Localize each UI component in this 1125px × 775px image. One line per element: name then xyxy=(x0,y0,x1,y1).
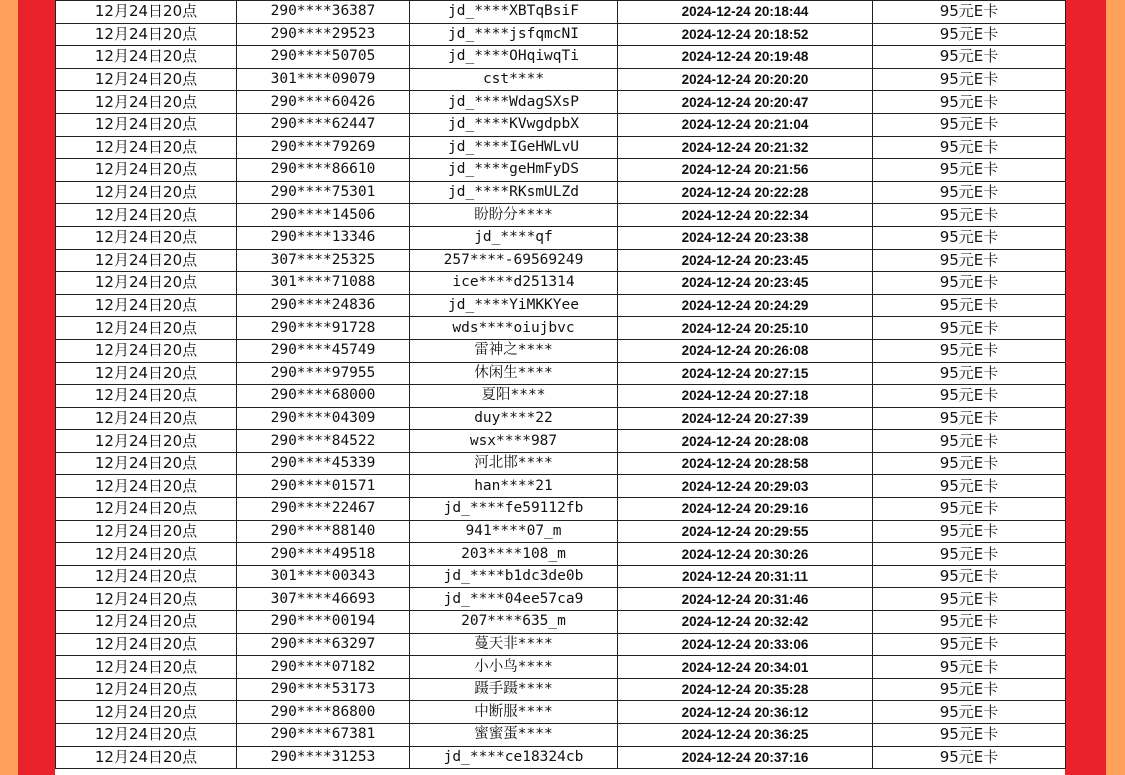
prize-cell: 95元E卡 xyxy=(873,543,1066,566)
nickname-cell: cst**** xyxy=(410,68,618,91)
prize-cell: 95元E卡 xyxy=(873,204,1066,227)
table-row xyxy=(56,633,1066,656)
time-cell: 2024-12-24 20:23:38 xyxy=(618,226,873,249)
prize-cell: 95元E卡 xyxy=(873,701,1066,724)
table-row xyxy=(56,159,1066,182)
nickname-cell: jd_****KVwgdpbX xyxy=(410,113,618,136)
table-row xyxy=(56,317,1066,340)
user-id-cell: 290****36387 xyxy=(237,1,410,24)
time-cell: 2024-12-24 20:27:18 xyxy=(618,385,873,408)
time-cell: 2024-12-24 20:23:45 xyxy=(618,272,873,295)
time-cell: 2024-12-24 20:31:11 xyxy=(618,565,873,588)
session-cell: 12月24日20点 xyxy=(56,543,237,566)
table-row xyxy=(56,520,1066,543)
nickname-cell: 盼盼分**** xyxy=(410,204,618,227)
user-id-cell: 290****29523 xyxy=(237,23,410,46)
table-row xyxy=(56,23,1066,46)
nickname-cell: 休闲生**** xyxy=(410,362,618,385)
time-cell: 2024-12-24 20:21:32 xyxy=(618,136,873,159)
user-id-cell: 307****25325 xyxy=(237,249,410,272)
time-cell: 2024-12-24 20:29:55 xyxy=(618,520,873,543)
session-cell: 12月24日20点 xyxy=(56,498,237,521)
time-cell: 2024-12-24 20:28:58 xyxy=(618,452,873,475)
prize-cell: 95元E卡 xyxy=(873,317,1066,340)
time-cell: 2024-12-24 20:21:04 xyxy=(618,113,873,136)
table-row xyxy=(56,1,1066,24)
prize-cell: 95元E卡 xyxy=(873,452,1066,475)
nickname-cell: 河北邯**** xyxy=(410,452,618,475)
user-id-cell: 290****75301 xyxy=(237,181,410,204)
session-cell: 12月24日20点 xyxy=(56,1,237,24)
session-cell: 12月24日20点 xyxy=(56,226,237,249)
prize-cell: 95元E卡 xyxy=(873,1,1066,24)
table-row xyxy=(56,430,1066,453)
session-cell: 12月24日20点 xyxy=(56,701,237,724)
prize-cell: 95元E卡 xyxy=(873,656,1066,679)
prize-cell: 95元E卡 xyxy=(873,385,1066,408)
table-row xyxy=(56,91,1066,114)
prize-cell: 95元E卡 xyxy=(873,362,1066,385)
prize-cell: 95元E卡 xyxy=(873,226,1066,249)
time-cell: 2024-12-24 20:36:25 xyxy=(618,724,873,747)
nickname-cell: jd_****b1dc3de0b xyxy=(410,565,618,588)
prize-cell: 95元E卡 xyxy=(873,23,1066,46)
prize-cell: 95元E卡 xyxy=(873,746,1066,769)
nickname-cell: 夏阳**** xyxy=(410,385,618,408)
session-cell: 12月24日20点 xyxy=(56,633,237,656)
prize-cell: 95元E卡 xyxy=(873,294,1066,317)
user-id-cell: 301****09079 xyxy=(237,68,410,91)
prize-cell: 95元E卡 xyxy=(873,724,1066,747)
nickname-cell: 蜜蜜蛋**** xyxy=(410,724,618,747)
session-cell: 12月24日20点 xyxy=(56,136,237,159)
user-id-cell: 290****88140 xyxy=(237,520,410,543)
table-row xyxy=(56,407,1066,430)
table-row xyxy=(56,68,1066,91)
nickname-cell: jd_****jsfqmcNI xyxy=(410,23,618,46)
user-id-cell: 290****07182 xyxy=(237,656,410,679)
prize-cell: 95元E卡 xyxy=(873,588,1066,611)
table-row xyxy=(56,226,1066,249)
table-row xyxy=(56,475,1066,498)
time-cell: 2024-12-24 20:28:08 xyxy=(618,430,873,453)
time-cell: 2024-12-24 20:31:46 xyxy=(618,588,873,611)
time-cell: 2024-12-24 20:20:20 xyxy=(618,68,873,91)
prize-cell: 95元E卡 xyxy=(873,68,1066,91)
nickname-cell: jd_****ce18324cb xyxy=(410,746,618,769)
table-row xyxy=(56,611,1066,634)
nickname-cell: duy****22 xyxy=(410,407,618,430)
table-row xyxy=(56,294,1066,317)
session-cell: 12月24日20点 xyxy=(56,678,237,701)
session-cell: 12月24日20点 xyxy=(56,113,237,136)
nickname-cell: wds****oiujbvc xyxy=(410,317,618,340)
time-cell: 2024-12-24 20:35:28 xyxy=(618,678,873,701)
time-cell: 2024-12-24 20:20:47 xyxy=(618,91,873,114)
time-cell: 2024-12-24 20:25:10 xyxy=(618,317,873,340)
nickname-cell: 雷神之**** xyxy=(410,339,618,362)
user-id-cell: 290****68000 xyxy=(237,385,410,408)
table-row xyxy=(56,249,1066,272)
table-row xyxy=(56,46,1066,69)
time-cell: 2024-12-24 20:30:26 xyxy=(618,543,873,566)
nickname-cell: jd_****OHqiwqTi xyxy=(410,46,618,69)
session-cell: 12月24日20点 xyxy=(56,159,237,182)
nickname-cell: 中断服**** xyxy=(410,701,618,724)
session-cell: 12月24日20点 xyxy=(56,23,237,46)
prize-cell: 95元E卡 xyxy=(873,430,1066,453)
session-cell: 12月24日20点 xyxy=(56,317,237,340)
time-cell: 2024-12-24 20:22:34 xyxy=(618,204,873,227)
table-row xyxy=(56,543,1066,566)
user-id-cell: 301****00343 xyxy=(237,565,410,588)
time-cell: 2024-12-24 20:26:08 xyxy=(618,339,873,362)
user-id-cell: 290****14506 xyxy=(237,204,410,227)
prize-cell: 95元E卡 xyxy=(873,678,1066,701)
nickname-cell: 小小鸟**** xyxy=(410,656,618,679)
user-id-cell: 290****00194 xyxy=(237,611,410,634)
prize-cell: 95元E卡 xyxy=(873,159,1066,182)
table-row xyxy=(56,498,1066,521)
nickname-cell: jd_****geHmFyDS xyxy=(410,159,618,182)
user-id-cell: 290****01571 xyxy=(237,475,410,498)
winners-sheet xyxy=(55,0,1065,775)
time-cell: 2024-12-24 20:36:12 xyxy=(618,701,873,724)
session-cell: 12月24日20点 xyxy=(56,724,237,747)
time-cell: 2024-12-24 20:33:06 xyxy=(618,633,873,656)
session-cell: 12月24日20点 xyxy=(56,249,237,272)
session-cell: 12月24日20点 xyxy=(56,430,237,453)
prize-cell: 95元E卡 xyxy=(873,136,1066,159)
nickname-cell: 257****-69569249 xyxy=(410,249,618,272)
time-cell: 2024-12-24 20:34:01 xyxy=(618,656,873,679)
session-cell: 12月24日20点 xyxy=(56,588,237,611)
session-cell: 12月24日20点 xyxy=(56,91,237,114)
session-cell: 12月24日20点 xyxy=(56,520,237,543)
session-cell: 12月24日20点 xyxy=(56,475,237,498)
time-cell: 2024-12-24 20:27:15 xyxy=(618,362,873,385)
prize-cell: 95元E卡 xyxy=(873,272,1066,295)
user-id-cell: 290****60426 xyxy=(237,91,410,114)
prize-cell: 95元E卡 xyxy=(873,633,1066,656)
table-row xyxy=(56,204,1066,227)
prize-cell: 95元E卡 xyxy=(873,565,1066,588)
prize-cell: 95元E卡 xyxy=(873,46,1066,69)
user-id-cell: 290****67381 xyxy=(237,724,410,747)
session-cell: 12月24日20点 xyxy=(56,565,237,588)
user-id-cell: 290****24836 xyxy=(237,294,410,317)
time-cell: 2024-12-24 20:19:48 xyxy=(618,46,873,69)
table-row xyxy=(56,385,1066,408)
table-row xyxy=(56,272,1066,295)
table-row xyxy=(56,362,1066,385)
user-id-cell: 290****62447 xyxy=(237,113,410,136)
nickname-cell: jd_****XBTqBsiF xyxy=(410,1,618,24)
nickname-cell: ice****d251314 xyxy=(410,272,618,295)
session-cell: 12月24日20点 xyxy=(56,204,237,227)
time-cell: 2024-12-24 20:29:03 xyxy=(618,475,873,498)
time-cell: 2024-12-24 20:18:44 xyxy=(618,1,873,24)
session-cell: 12月24日20点 xyxy=(56,385,237,408)
session-cell: 12月24日20点 xyxy=(56,452,237,475)
session-cell: 12月24日20点 xyxy=(56,181,237,204)
prize-cell: 95元E卡 xyxy=(873,113,1066,136)
table-row xyxy=(56,339,1066,362)
user-id-cell: 290****97955 xyxy=(237,362,410,385)
session-cell: 12月24日20点 xyxy=(56,68,237,91)
session-cell: 12月24日20点 xyxy=(56,339,237,362)
table-row xyxy=(56,181,1066,204)
table-row xyxy=(56,746,1066,769)
nickname-cell: jd_****YiMKKYee xyxy=(410,294,618,317)
nickname-cell: jd_****WdagSXsP xyxy=(410,91,618,114)
time-cell: 2024-12-24 20:27:39 xyxy=(618,407,873,430)
session-cell: 12月24日20点 xyxy=(56,656,237,679)
prize-cell: 95元E卡 xyxy=(873,181,1066,204)
user-id-cell: 290****31253 xyxy=(237,746,410,769)
nickname-cell: 207****635_m xyxy=(410,611,618,634)
user-id-cell: 290****63297 xyxy=(237,633,410,656)
prize-cell: 95元E卡 xyxy=(873,520,1066,543)
prize-cell: 95元E卡 xyxy=(873,91,1066,114)
user-id-cell: 290****79269 xyxy=(237,136,410,159)
nickname-cell: han****21 xyxy=(410,475,618,498)
nickname-cell: jd_****RKsmULZd xyxy=(410,181,618,204)
table-row xyxy=(56,113,1066,136)
user-id-cell: 290****49518 xyxy=(237,543,410,566)
table-row xyxy=(56,136,1066,159)
session-cell: 12月24日20点 xyxy=(56,294,237,317)
winners-table xyxy=(55,0,1066,769)
time-cell: 2024-12-24 20:24:29 xyxy=(618,294,873,317)
prize-cell: 95元E卡 xyxy=(873,249,1066,272)
time-cell: 2024-12-24 20:23:45 xyxy=(618,249,873,272)
prize-cell: 95元E卡 xyxy=(873,407,1066,430)
user-id-cell: 290****91728 xyxy=(237,317,410,340)
table-row xyxy=(56,678,1066,701)
nickname-cell: jd_****04ee57ca9 xyxy=(410,588,618,611)
nickname-cell: 蔓天非**** xyxy=(410,633,618,656)
time-cell: 2024-12-24 20:21:56 xyxy=(618,159,873,182)
session-cell: 12月24日20点 xyxy=(56,611,237,634)
nickname-cell: jd_****IGeHWLvU xyxy=(410,136,618,159)
table-row xyxy=(56,701,1066,724)
session-cell: 12月24日20点 xyxy=(56,46,237,69)
time-cell: 2024-12-24 20:32:42 xyxy=(618,611,873,634)
user-id-cell: 290****45339 xyxy=(237,452,410,475)
time-cell: 2024-12-24 20:22:28 xyxy=(618,181,873,204)
prize-cell: 95元E卡 xyxy=(873,611,1066,634)
time-cell: 2024-12-24 20:29:16 xyxy=(618,498,873,521)
prize-cell: 95元E卡 xyxy=(873,475,1066,498)
session-cell: 12月24日20点 xyxy=(56,746,237,769)
table-row xyxy=(56,565,1066,588)
session-cell: 12月24日20点 xyxy=(56,407,237,430)
prize-cell: 95元E卡 xyxy=(873,498,1066,521)
user-id-cell: 290****86800 xyxy=(237,701,410,724)
table-row xyxy=(56,656,1066,679)
user-id-cell: 290****04309 xyxy=(237,407,410,430)
session-cell: 12月24日20点 xyxy=(56,362,237,385)
user-id-cell: 290****50705 xyxy=(237,46,410,69)
user-id-cell: 290****45749 xyxy=(237,339,410,362)
nickname-cell: jd_****fe59112fb xyxy=(410,498,618,521)
nickname-cell: jd_****qf xyxy=(410,226,618,249)
user-id-cell: 290****13346 xyxy=(237,226,410,249)
table-row xyxy=(56,452,1066,475)
user-id-cell: 290****53173 xyxy=(237,678,410,701)
user-id-cell: 307****46693 xyxy=(237,588,410,611)
time-cell: 2024-12-24 20:18:52 xyxy=(618,23,873,46)
prize-cell: 95元E卡 xyxy=(873,339,1066,362)
user-id-cell: 290****84522 xyxy=(237,430,410,453)
user-id-cell: 290****86610 xyxy=(237,159,410,182)
user-id-cell: 290****22467 xyxy=(237,498,410,521)
nickname-cell: 蹑手蹑**** xyxy=(410,678,618,701)
session-cell: 12月24日20点 xyxy=(56,272,237,295)
table-row xyxy=(56,724,1066,747)
nickname-cell: wsx****987 xyxy=(410,430,618,453)
time-cell: 2024-12-24 20:37:16 xyxy=(618,746,873,769)
user-id-cell: 301****71088 xyxy=(237,272,410,295)
nickname-cell: 941****07_m xyxy=(410,520,618,543)
winners-table-body xyxy=(56,1,1066,769)
table-row xyxy=(56,588,1066,611)
nickname-cell: 203****108_m xyxy=(410,543,618,566)
